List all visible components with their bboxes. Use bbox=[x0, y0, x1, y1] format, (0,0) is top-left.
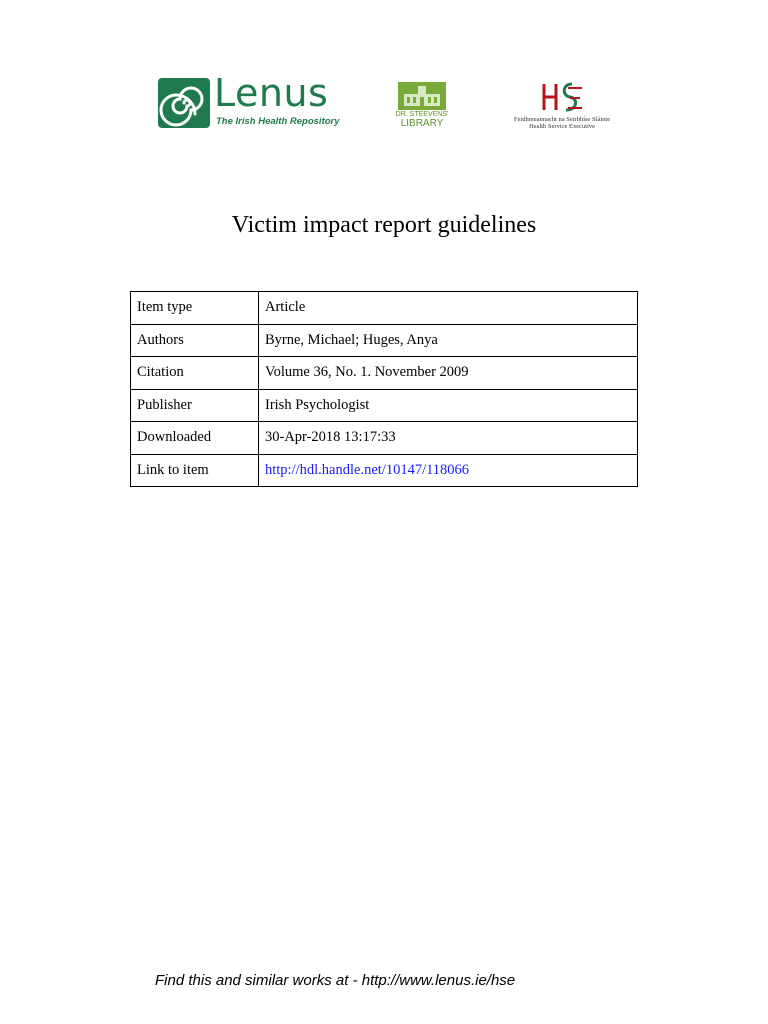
table-row bbox=[131, 389, 638, 422]
link-to-item-cell bbox=[259, 454, 638, 487]
item-handle-link[interactable]: http://hdl.handle.net/10147/118066 bbox=[265, 461, 470, 478]
lenus-logo bbox=[158, 71, 340, 130]
table-row bbox=[131, 454, 638, 487]
table-row bbox=[131, 422, 638, 455]
table-row bbox=[131, 292, 638, 325]
downloaded-value: 30-Apr-2018 13:17:33 bbox=[259, 422, 638, 455]
lenus-spiral-icon bbox=[158, 78, 210, 128]
lenus-tagline: The Irish Health Repository bbox=[216, 116, 340, 127]
item-type-label: Item type bbox=[131, 292, 259, 325]
table-row bbox=[131, 324, 638, 357]
table-row bbox=[131, 357, 638, 390]
hse-logo bbox=[512, 80, 612, 134]
metadata-table bbox=[130, 291, 638, 487]
lenus-wordmark: Lenus bbox=[214, 71, 329, 115]
item-type-value: Article bbox=[259, 292, 638, 325]
downloaded-label: Downloaded bbox=[131, 422, 259, 455]
hse-mark-icon bbox=[540, 80, 584, 116]
library-name-line2: LIBRARY bbox=[400, 118, 444, 129]
publisher-value: Irish Psychologist bbox=[259, 389, 638, 422]
authors-label: Authors bbox=[131, 324, 259, 357]
citation-value: Volume 36, No. 1. November 2009 bbox=[259, 357, 638, 390]
library-building-icon bbox=[398, 82, 446, 110]
hse-english-name: Health Service Executive bbox=[528, 123, 596, 130]
library-name-line1: DR. STEEVENS' bbox=[395, 111, 449, 118]
authors-value: Byrne, Michael; Huges, Anya bbox=[259, 324, 638, 357]
link-to-item-label: Link to item bbox=[131, 454, 259, 487]
citation-label: Citation bbox=[131, 357, 259, 390]
document-title: Victim impact report guidelines bbox=[231, 212, 537, 238]
footer-note: Find this and similar works at - http://www.lenus.ie/hse bbox=[155, 972, 516, 989]
publisher-label: Publisher bbox=[131, 389, 259, 422]
library-logo bbox=[394, 80, 450, 132]
hse-irish-name: Feidhmeannacht na Seirbhíse Sláinte bbox=[513, 116, 611, 123]
